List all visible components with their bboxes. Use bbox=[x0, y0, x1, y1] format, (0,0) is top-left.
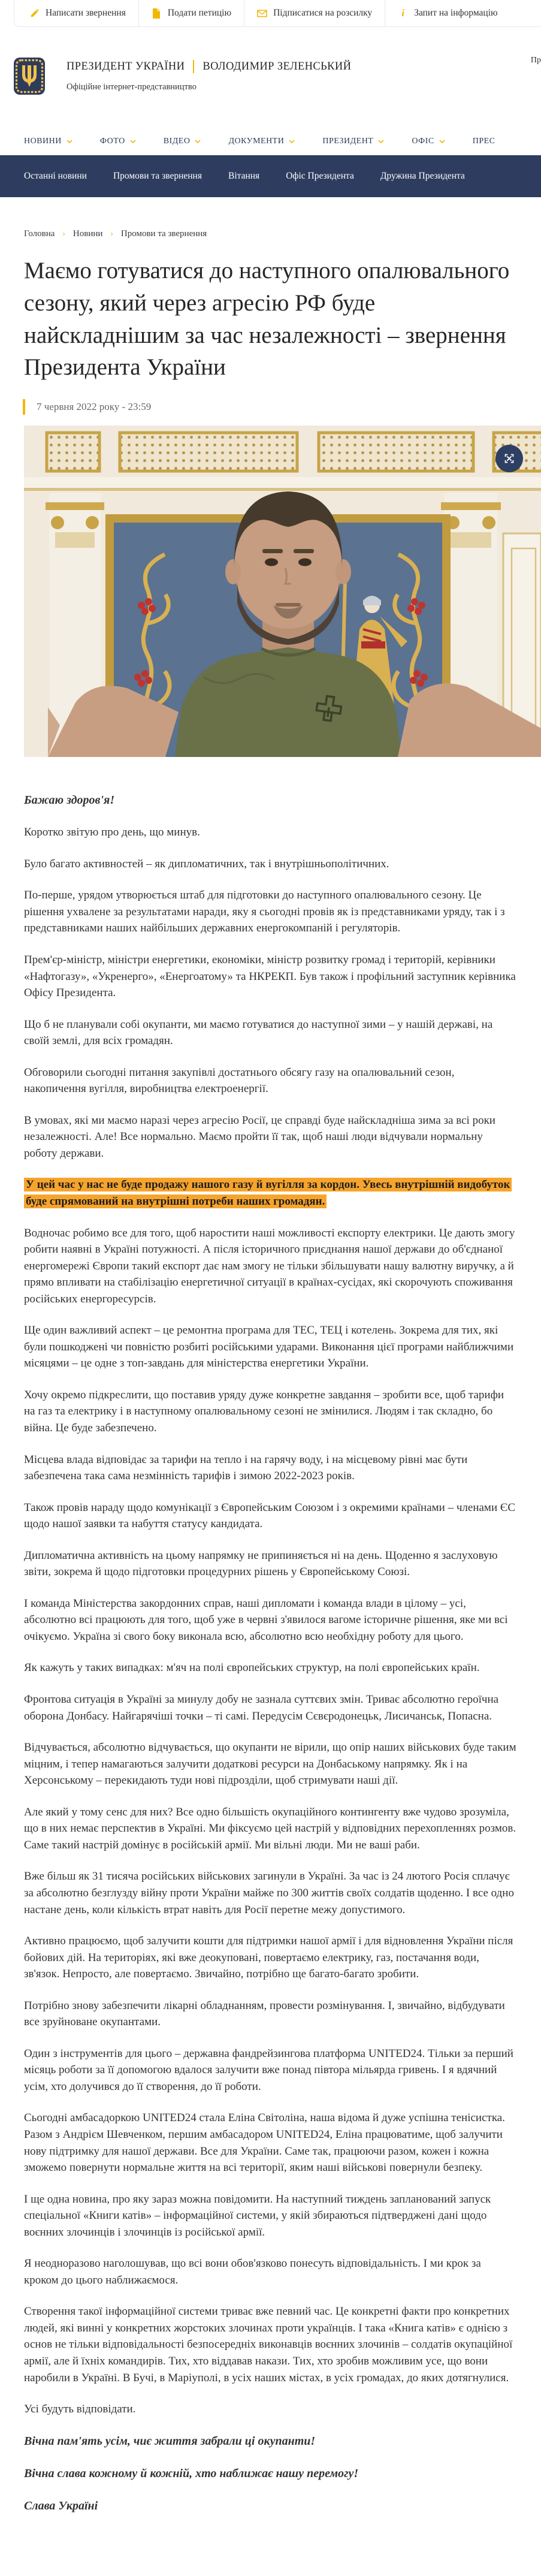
subnav-item-speeches[interactable]: Промови та звернення bbox=[113, 171, 202, 181]
publish-date-row bbox=[23, 399, 541, 415]
article-paragraph: Бажаю здоров'я! bbox=[24, 794, 115, 807]
nav-item-press[interactable]: ПРЕС bbox=[472, 137, 495, 146]
site-title-president: ПРЕЗИДЕНТ УКРАЇНИ bbox=[67, 60, 185, 73]
breadcrumb-current: Промови та звернення bbox=[120, 229, 207, 239]
chevron-down-icon bbox=[130, 140, 136, 143]
article-paragraph: Потрібно знову забезпечити лікарні обладнанням, провести розмінування. І, звичайно, відбудувати все зруйноване окупантами. bbox=[24, 1999, 505, 2029]
article-paragraph: Сьогодні амбасадоркою UNITED24 стала Еліна Світоліна, наша відома й дуже успішна тенісистка. Разом з Андрієм Шевченком, першим амбасадором UNITED24, Еліна працюватиме, щоб залучити нову підтримку для нашої держави. Все для України. Саме так, працюючи разом, кожен і кожна зможемо повернути нормальне життя на всі території, яким наші військові повернули безпеку. bbox=[24, 2112, 505, 2174]
article-paragraph: В умовах, які ми маємо наразі через агресію Росії, це справді буде найскладніша зима за всі роки незалежності. Але! Все нормально. Маємо пройти її так, щоб наші люди відчували нормальну роботу держави. bbox=[24, 1114, 495, 1160]
site-subtitle: Офіційне інтернет-представництво bbox=[67, 82, 197, 92]
document-icon bbox=[152, 8, 162, 19]
article-paragraph: Я неодноразово наголошував, що всі вони обов'язково понесуть відповідальність. І ми крок за кроком до цього наближаємося. bbox=[24, 2257, 481, 2287]
video-expand-button[interactable] bbox=[495, 445, 523, 472]
article-paragraph: Водночас робимо все для того, щоб наростити наші можливості експорту електрики. Це дають змогу робити наявні в Україні потужності. А після історичного приєднання нашої держави до об'єднаної енергомережі Європи такий експорт дає нам змогу не тільки збільшувати нашу валютну виручку, а й прямо впливати на стабілізацію енергетичної ситуації в країнах-сусідах, які скорочують споживання російських енергоресурсів. bbox=[24, 1226, 515, 1305]
info-icon: i bbox=[401, 7, 405, 19]
article-paragraph bbox=[24, 1177, 517, 1209]
subnav-item-latest-news[interactable]: Останні новини bbox=[24, 171, 87, 181]
article-paragraph: Прем'єр-міністр, міністри енергетики, економіки, міністр розвитку громад і територій, керівники «Нафтогазу», «Укренерго», «Енергоатому» та НКРЕКП. Був також і профільний заступник керівника Офісу Президента. bbox=[24, 953, 516, 1000]
nav-item-office[interactable]: ОФІС bbox=[412, 137, 445, 146]
article-paragraph: І ще одна новина, про яку зараз можна повідомити. На наступний тиждень запланований запуск спеціальної «Книги катів» – інформаційної системи, у якій збираються підтверджені дані щодо воєнних злочинців і злочинців із російської армії. bbox=[24, 2192, 491, 2239]
article-paragraph: Фронтова ситуація в Україні за минулу добу не зазнала суттєвих змін. Триває абсолютно героїчна оборона Донбасу. Найгарячіші точки – ті самі. Передусім Сєвєродонецьк, Лисичанськ, Попасна. bbox=[24, 1693, 499, 1723]
site-title-block bbox=[67, 60, 351, 92]
nav-item-president[interactable]: ПРЕЗИДЕНТ bbox=[322, 137, 384, 146]
tryzub-coat-of-arms-icon[interactable] bbox=[14, 58, 45, 95]
breadcrumb bbox=[0, 197, 541, 239]
article-paragraph: Але який у тому сенс для них? Все одно більшість окупаційного контингенту вже чудово зрозуміла, що в них немає перспектив в Україні. Ми фіксуємо цей настрій у відповідних перехопленнях розмов. Саме такий настрій домінує в російській армії. Ми вільні люди. Ми не ваші раби. bbox=[24, 1805, 516, 1851]
chevron-down-icon bbox=[67, 140, 72, 143]
article-paragraph: Дипломатична активність на цьому напрямку не припиняється ні на день. Щоденно я заслуховую звіти, зокрема й щодо підготовки процедурних рішень у Європейському Союзі. bbox=[24, 1549, 498, 1579]
site-header bbox=[0, 27, 541, 128]
submit-petition-label: Подати петицію bbox=[167, 8, 232, 18]
article-paragraph: Хочу окремо підкреслити, що поставив уряду дуже конкретне завдання – зробити все, щоб тарифи на газ та електрику і в наступному опалювальному сезоні не змінилися. Людям і так складно, бо війна. Це буде забезпечено. bbox=[24, 1388, 504, 1435]
article-paragraph: Активно працюємо, щоб залучити кошти для підтримки нашої армії і для відновлення України після бойових дій. На територіях, які вже деокуповані, повертаємо електрику, газ, постачання води, зв'язок. Непросто, але повертаємо. Звичайно, потрібно ще багато-багато зробити. bbox=[24, 1935, 513, 1981]
nav-item-news[interactable]: НОВИНИ bbox=[24, 137, 72, 146]
secondary-navigation bbox=[0, 155, 541, 197]
main-navigation bbox=[0, 128, 541, 155]
chevron-down-icon bbox=[289, 140, 295, 143]
subscribe-newsletter-link[interactable] bbox=[244, 0, 385, 26]
highlighted-text: У цей час у нас не буде продажу нашого газу й вугілля за кордон. Увесь внутрішній видобуток буде спрямований на внутрішні потреби наших громадян. bbox=[24, 1178, 512, 1208]
publish-date: 7 червня 2022 року - 23:59 bbox=[37, 401, 152, 413]
utility-bar bbox=[0, 0, 541, 27]
header-right-cut-text: Пр bbox=[530, 56, 541, 65]
chevron-down-icon bbox=[439, 140, 445, 143]
article-paragraph: Як кажуть у таких випадках: м'яч на полі європейських структур, на полі європейських країн. bbox=[24, 1661, 480, 1675]
pencil-icon bbox=[29, 8, 40, 19]
article-paragraph: Один з інструментів для цього – державна фандрейзингова платформа UNITED24. Тільки за перший місяць роботи за її допомогою вдалося залучити вже понад півтора мільярда гривень. І я вдячний усім, хто долучився до її створення, до її роботи. bbox=[24, 2047, 513, 2093]
subscribe-newsletter-label: Підписатися на розсилку bbox=[273, 8, 373, 18]
video-player[interactable] bbox=[24, 426, 541, 757]
article-paragraph: Також провів нараду щодо комунікації з Європейським Союзом і з окремими країнами – членами ЄС щодо нашої заявки та набуття статусу кандидата. bbox=[24, 1501, 516, 1531]
article-body bbox=[24, 792, 517, 2553]
expand-arrows-icon bbox=[503, 452, 516, 465]
article-paragraph: Було багато активностей – як дипломатичних, так і внутрішньополітичних. bbox=[24, 857, 389, 870]
write-appeal-label: Написати звернення bbox=[46, 8, 126, 18]
breadcrumb-separator: › bbox=[62, 229, 66, 239]
article-paragraph: Коротко звітую про день, що минув. bbox=[24, 826, 200, 839]
date-accent-bar bbox=[23, 399, 25, 415]
nav-item-video[interactable]: ВІДЕО bbox=[164, 137, 201, 146]
article-paragraph: Відчувається, абсолютно відчувається, що окупанти не вірили, що опір наших військових буде таким міцним, і тепер намагаються залучити додаткові ресурси на Донбаському напрямку. Як і на Херсонському – перекидають туди нові підрозділи, щоб стримувати наші дії. bbox=[24, 1741, 516, 1787]
utility-bar-frame bbox=[14, 0, 541, 27]
chevron-down-icon bbox=[378, 140, 384, 143]
subnav-item-first-lady[interactable]: Дружина Президента bbox=[380, 171, 465, 181]
article-paragraph: Вже більш як 31 тисяча російських військових загинули в Україні. За час із 24 лютого Росія сплачує за абсолютно безглузду війну проти України майже по 300 життів своїх солдатів щоденно. І все одно настане день, коли кількість втрат навіть для Росії перетне межу допустимого. bbox=[24, 1870, 514, 1916]
article-paragraph: Слава Україні bbox=[24, 2499, 98, 2512]
breadcrumb-news[interactable]: Новини bbox=[72, 229, 103, 239]
information-request-link[interactable] bbox=[385, 0, 510, 26]
article-paragraph: Усі будуть відповідати. bbox=[24, 2403, 136, 2416]
nav-item-documents[interactable]: ДОКУМЕНТИ bbox=[228, 137, 295, 146]
nav-item-photo[interactable]: ФОТО bbox=[100, 137, 136, 146]
page-title: Маємо готуватися до наступного опалювального сезону, який через агресію РФ буде найскладнішим за час незалежності – звернення Президента України bbox=[24, 258, 510, 381]
title-separator bbox=[193, 60, 194, 73]
article-paragraph: Вічна слава кожному й кожній, хто наближає нашу перемогу! bbox=[24, 2466, 359, 2480]
submit-petition-link[interactable] bbox=[139, 0, 244, 26]
breadcrumb-home[interactable]: Головна bbox=[24, 229, 55, 239]
chevron-down-icon bbox=[195, 140, 201, 143]
envelope-icon bbox=[257, 8, 267, 19]
information-request-label: Запит на інформацію bbox=[414, 8, 498, 18]
video-frame-zelensky-address bbox=[24, 426, 541, 757]
site-title-name: ВОЛОДИМИР ЗЕЛЕНСЬКИЙ bbox=[203, 60, 352, 73]
article-paragraph: І команда Міністерства закордонних справ, наші дипломати і команда влади в цілому – усі, абсолютно всі працюють для того, щоб уже в червні з'явилося вагоме історичне рішення, яке ми всі очікуємо. Україна зі свого боку виконала всю, абсолютно всю необхідну роботу для цього. bbox=[24, 1597, 508, 1643]
article-paragraph: Місцева влада відповідає за тарифи на тепло і на гарячу воду, і на місцевому рівні має бути забезпечена така сама незмінність тарифів і зимою 2022-2023 років. bbox=[24, 1453, 468, 1483]
article-paragraph: Що б не планували собі окупанти, ми маємо готуватися до наступної зими – у нашій державі, на своїй землі, для всіх громадян. bbox=[24, 1018, 493, 1048]
article-paragraph: Ще один важливий аспект – це ремонтна програма для ТЕС, ТЕЦ і котелень. Зокрема для тих, які були пошкоджені чи повністю розбиті російськими ударами. Виконання цієї програми найближчими місяцями – це одне з топ-завдань для міністерства енергетики України. bbox=[24, 1324, 514, 1370]
article-paragraph: Обговорили сьогодні питання закупівлі достатнього обсягу газу на опалювальний сезон, накопичення вугілля, виробництва електроенергії. bbox=[24, 1066, 455, 1096]
article-paragraph: Створення такої інформаційної системи триває вже певний час. Це конкретні факти про конкретних людей, які винні у конкретних жорстоких злочинах проти українців. І така «Книга катів» є однією з основ не тільки відповідальності безпосередніх виконавців воєнних злочинів – солдатів окупаційної армії, але й їхніх командирів. Тих, хто віддавав накази. Тих, хто зробив можливим усе, що вони наробили в Україні. В Бучі, в Маріуполі, в усіх наших містах, в усіх громадах, до яких дотягнулися. bbox=[24, 2305, 513, 2384]
article-paragraph: Вічна пам'ять усім, чиє життя забрали ці окупанти! bbox=[24, 2434, 316, 2448]
subnav-item-greetings[interactable]: Вітання bbox=[228, 171, 260, 181]
write-appeal-link[interactable] bbox=[17, 0, 139, 26]
article-paragraph: По-перше, урядом утворюється штаб для підготовки до наступного опалювального сезону. Це рішення ухвалене за результатами наради, яку я сьогодні провів як із представниками уряду, так і з представниками наших найбільших державних енергокомпаній і регуляторів. bbox=[24, 889, 505, 935]
breadcrumb-separator: › bbox=[110, 229, 114, 239]
subnav-item-office[interactable]: Офіс Президента bbox=[286, 171, 354, 181]
